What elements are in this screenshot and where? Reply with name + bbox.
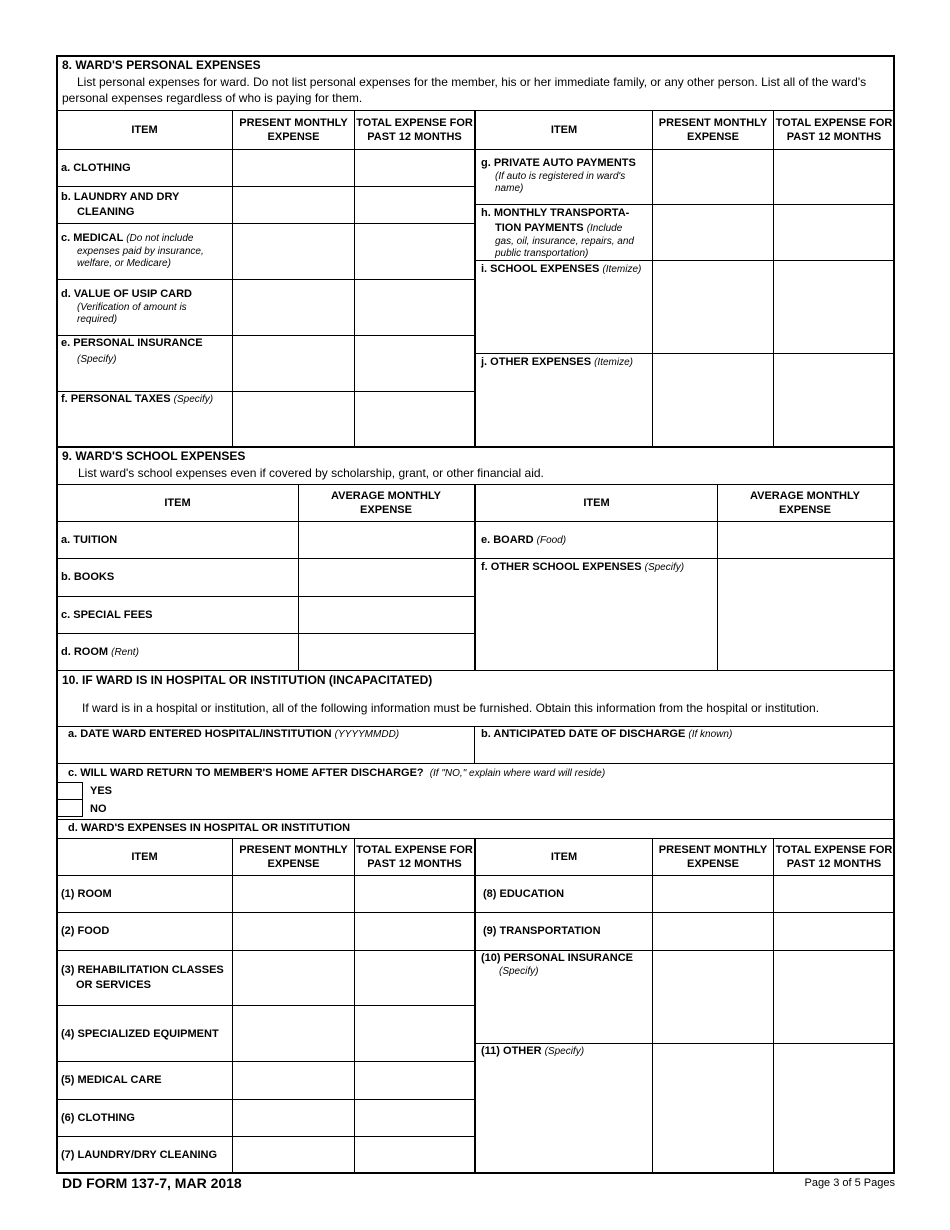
- sec8-other-total-field[interactable]: [774, 354, 893, 446]
- section-10-instructions: If ward is in a hospital or institution, all of the following information must be furnished. Obtain this information from the hospital or institution.: [82, 701, 820, 715]
- sec8-header-present-left: PRESENT MONTHLY EXPENSE: [239, 117, 348, 143]
- sec10-insurance-total-field[interactable]: [774, 951, 893, 1043]
- sec8-transport-total-field[interactable]: [774, 205, 893, 260]
- sec10-item-food: (2) FOOD: [61, 925, 110, 937]
- sec9-header-avg-right: AVERAGE MONTHLY EXPENSE: [749, 490, 860, 516]
- sec10-date-entered-field[interactable]: [58, 742, 474, 762]
- sec8-school-total-field[interactable]: [774, 261, 893, 353]
- sec10-c-label: c. WILL WARD RETURN TO MEMBER'S HOME AFTER DISCHARGE? (If "NO," explain where ward will reside): [68, 767, 606, 779]
- sec9-room-field[interactable]: [299, 634, 474, 670]
- sec9-item-other-school: f. OTHER SCHOOL EXPENSES (Specify): [481, 561, 685, 573]
- sec8-item-usip: d. VALUE OF USIP CARD (Verification of amount is required): [61, 288, 192, 325]
- sec8-insurance-present-field[interactable]: [233, 336, 354, 391]
- sec10-item-medical-care: (5) MEDICAL CARE: [61, 1074, 162, 1086]
- sec8-item-personal-taxes: f. PERSONAL TAXES (Specify): [61, 393, 214, 405]
- sec8-header-item-left: ITEM: [131, 124, 158, 136]
- sec10-rehab-total-field[interactable]: [355, 951, 474, 1005]
- sec9-item-books: b. BOOKS: [61, 571, 115, 583]
- sec10-item-rehabilitation: (3) REHABILITATION CLASSES OR SERVICES: [61, 964, 224, 991]
- sec9-special-fees-field[interactable]: [299, 597, 474, 633]
- sec10-room-present-field[interactable]: [233, 876, 354, 912]
- sec8-auto-present-field[interactable]: [653, 150, 773, 204]
- sec9-item-board: e. BOARD (Food): [481, 534, 567, 546]
- sec10-d-label: d. WARD'S EXPENSES IN HOSPITAL OR INSTITUTION: [68, 822, 351, 834]
- sec8-header-total-left: TOTAL EXPENSE FOR PAST 12 MONTHS: [356, 117, 473, 143]
- sec10-header-total-right: TOTAL EXPENSE FOR PAST 12 MONTHS: [775, 844, 893, 870]
- sec8-usip-present-field[interactable]: [233, 280, 354, 335]
- sec8-header-present-right: PRESENT MONTHLY EXPENSE: [658, 117, 768, 143]
- sec10-room-total-field[interactable]: [355, 876, 474, 912]
- sec10-header-present-right: PRESENT MONTHLY EXPENSE: [658, 844, 768, 870]
- sec10-item-clothing: (6) CLOTHING: [61, 1112, 135, 1124]
- sec9-item-room: d. ROOM (Rent): [61, 646, 139, 658]
- yes-label: YES: [90, 785, 113, 797]
- sec10-discharge-date-field[interactable]: [476, 742, 893, 762]
- sec10-transport-total-field[interactable]: [774, 913, 893, 950]
- sec8-item-other-expenses: j. OTHER EXPENSES (Itemize): [481, 356, 633, 368]
- page-number: Page 3 of 5 Pages: [804, 1177, 895, 1189]
- sec8-item-auto-payments: g. PRIVATE AUTO PAYMENTS (If auto is registered in ward's name): [481, 157, 636, 194]
- sec10-education-present-field[interactable]: [653, 876, 773, 912]
- sec9-books-field[interactable]: [299, 559, 474, 596]
- sec8-item-school-expenses: i. SCHOOL EXPENSES (Itemize): [481, 263, 642, 275]
- no-checkbox[interactable]: [57, 799, 83, 817]
- section-9-instructions: List ward's school expenses even if covered by scholarship, grant, or other financial aid.: [78, 466, 544, 480]
- sec8-header-item-right: ITEM: [550, 124, 578, 136]
- yes-checkbox[interactable]: [57, 782, 83, 800]
- sec10-header-present-left: PRESENT MONTHLY EXPENSE: [239, 844, 348, 870]
- sec10-item-laundry: (7) LAUNDRY/DRY CLEANING: [61, 1149, 218, 1161]
- section-8-title: 8. WARD'S PERSONAL EXPENSES: [62, 58, 261, 72]
- sec9-item-tuition: a. TUITION: [61, 534, 118, 546]
- sec9-tuition-field[interactable]: [299, 522, 474, 558]
- sec8-item-personal-insurance: e. PERSONAL INSURANCE (Specify): [61, 337, 203, 365]
- sec8-laundry-present-field[interactable]: [233, 187, 354, 223]
- sec10-laundry-total-field[interactable]: [355, 1137, 474, 1172]
- sec10-a-label: a. DATE WARD ENTERED HOSPITAL/INSTITUTION (YYYYMMDD): [68, 728, 400, 740]
- sec10-medical-present-field[interactable]: [233, 1062, 354, 1099]
- sec8-medical-present-field[interactable]: [233, 224, 354, 279]
- sec10-item-room: (1) ROOM: [61, 888, 112, 900]
- section-10-title: 10. IF WARD IS IN HOSPITAL OR INSTITUTION (INCAPACITATED): [62, 673, 433, 687]
- sec10-other-present-field[interactable]: [653, 1044, 773, 1172]
- sec10-reside-explanation-field[interactable]: [140, 782, 892, 818]
- section-8-instructions: List personal expenses for ward. Do not list personal expenses for the member, his or her immediate family, or any other person. List all of the ward's personal expenses regardless of who is paying for them.: [62, 75, 867, 105]
- sec10-b-label: b. ANTICIPATED DATE OF DISCHARGE (If known): [481, 728, 733, 740]
- sec10-insurance-present-field[interactable]: [653, 951, 773, 1043]
- sec10-item-education: (8) EDUCATION: [483, 888, 565, 900]
- sec10-clothing-present-field[interactable]: [233, 1100, 354, 1136]
- no-label: NO: [90, 803, 107, 815]
- sec10-clothing-total-field[interactable]: [355, 1100, 474, 1136]
- sec8-item-transportation: h. MONTHLY TRANSPORTA- TION PAYMENTS (Include gas, oil, insurance, repairs, and public transportation): [481, 207, 634, 259]
- sec10-other-total-field[interactable]: [774, 1044, 893, 1172]
- sec8-laundry-total-field[interactable]: [355, 187, 474, 223]
- sec10-header-total-left: TOTAL EXPENSE FOR PAST 12 MONTHS: [356, 844, 473, 870]
- sec10-education-total-field[interactable]: [774, 876, 893, 912]
- sec9-header-avg-left: AVERAGE MONTHLY EXPENSE: [330, 490, 441, 516]
- section-9-title: 9. WARD'S SCHOOL EXPENSES: [62, 449, 246, 463]
- sec8-taxes-present-field[interactable]: [233, 392, 354, 446]
- sec10-header-item-right: ITEM: [550, 851, 578, 863]
- sec10-equipment-total-field[interactable]: [355, 1006, 474, 1061]
- sec10-item-transportation: (9) TRANSPORTATION: [483, 925, 601, 937]
- sec10-food-total-field[interactable]: [355, 913, 474, 950]
- sec10-laundry-present-field[interactable]: [233, 1137, 354, 1172]
- sec8-taxes-total-field[interactable]: [355, 392, 474, 446]
- sec8-other-present-field[interactable]: [653, 354, 773, 446]
- form-identifier: DD FORM 137-7, MAR 2018: [62, 1175, 242, 1191]
- sec8-item-clothing: a. CLOTHING: [61, 162, 131, 174]
- sec10-food-present-field[interactable]: [233, 913, 354, 950]
- sec8-clothing-present-field[interactable]: [233, 150, 354, 186]
- sec8-transport-present-field[interactable]: [653, 205, 773, 260]
- sec8-item-laundry: b. LAUNDRY AND DRY CLEANING: [61, 191, 180, 218]
- sec9-other-school-field[interactable]: [718, 559, 893, 670]
- sec8-medical-total-field[interactable]: [355, 224, 474, 279]
- sec10-item-equipment: (4) SPECIALIZED EQUIPMENT: [61, 1028, 219, 1040]
- sec9-header-item-right: ITEM: [583, 497, 610, 509]
- sec10-transport-present-field[interactable]: [653, 913, 773, 950]
- sec10-item-personal-insurance: (10) PERSONAL INSURANCE (Specify): [481, 952, 633, 977]
- sec8-usip-total-field[interactable]: [355, 280, 474, 335]
- sec8-clothing-total-field[interactable]: [355, 150, 474, 186]
- sec10-item-other: (11) OTHER (Specify): [481, 1045, 585, 1057]
- sec9-header-item-left: ITEM: [164, 497, 191, 509]
- sec8-insurance-total-field[interactable]: [355, 336, 474, 391]
- sec8-auto-total-field[interactable]: [774, 150, 893, 204]
- sec10-rehab-present-field[interactable]: [233, 951, 354, 1005]
- sec8-item-medical: c. MEDICAL (Do not include expenses paid by insurance, welfare, or Medicare): [61, 232, 204, 269]
- sec8-school-present-field[interactable]: [653, 261, 773, 353]
- sec10-equipment-present-field[interactable]: [233, 1006, 354, 1061]
- sec9-board-field[interactable]: [718, 522, 893, 558]
- sec10-medical-total-field[interactable]: [355, 1062, 474, 1099]
- sec9-item-special-fees: c. SPECIAL FEES: [61, 609, 153, 621]
- sec10-header-item-left: ITEM: [131, 851, 158, 863]
- sec8-header-total-right: TOTAL EXPENSE FOR PAST 12 MONTHS: [775, 117, 893, 143]
